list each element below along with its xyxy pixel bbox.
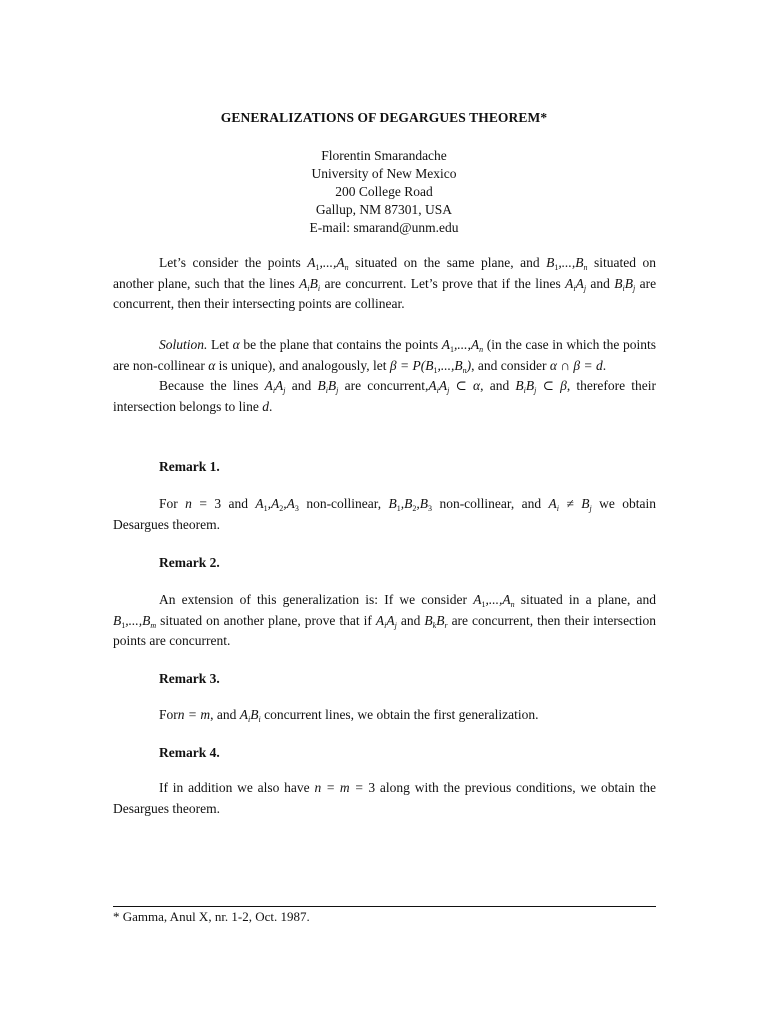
remark-3-heading: Remark 3. [159,671,220,686]
intro-paragraph: Let’s consider the points $A_1,...,A_n$ situated on the same plane, and $B_1,...,B_n$ situated on another plane, such that the lines $A_iB_i$ are concurrent. Let’s prove that if the lines $A_iA_j$ and $B_iB_j$ are concurrent, then their intersecting points are collinear. [113,255,657,311]
remark-2-paragraph: An extension of this generalization is: If we consider $A_1,...,A_n$ situated in a plane, and $B_1,...,B_m$ situated on another plane, prove that if $A_iA_j$ and $B_kB_r$ are concurrent, then their intersection points are concurrent. [113,592,657,648]
remark-3-body [113,705,656,726]
remark-1-paragraph: For n = 3 and $A_1,A_2,A_3$ non-collinear, $B_1,B_2,B_3$ non-collinear, and $A_i \ne B_j$ we obtain Desargues theorem. [113,496,657,532]
solution-paragraph-1: Solution. Let α be the plane that contains the points $A_1,...,A_n$ (in the case in which the points are non-collinear α is unique), and analogously, let $\beta = P(B_1,...,B_n)$, and consider α ∩ β = d. [113,337,657,375]
paper-title: GENERALIZATIONS OF DEGARGUES THEOREM* [220,110,548,125]
remark-1-section [113,457,656,478]
remark-2-body [113,590,656,652]
author-email: E-mail: smarand@unm.edu [309,220,459,235]
remark-4-body [113,778,656,819]
remark-2-section [113,553,656,574]
remark-3-section [113,669,656,690]
intro-section [113,253,656,315]
remark-1-body [113,494,656,535]
author-name: Florentin Smarandache [321,148,447,163]
footnote: * Gamma, Anul X, nr. 1-2, Oct. 1987. [113,909,310,924]
remark-1-heading: Remark 1. [159,459,220,474]
author-affiliation: University of New Mexico [311,166,457,181]
author-address-line1: 200 College Road [335,184,433,199]
remark-4-paragraph: If in addition we also have n = m = 3 along with the previous conditions, we obtain the Desargues theorem. [113,780,657,816]
remark-4-heading: Remark 4. [159,745,220,760]
remark-2-heading: Remark 2. [159,555,220,570]
remark-4-section [113,743,656,764]
solution-label: Solution. [159,337,208,352]
footnote-divider [113,906,656,907]
solution-paragraph-2: Because the lines $A_iA_j$ and $B_iB_j$ are $concurrent,A_iA_j$ ⊂ α, and $B_iB_j$ ⊂ β, therefore their intersection belongs to line d. [113,378,657,414]
remark-3-paragraph: Forn = m, and $A_iB_i$ concurrent lines, we obtain the first generalization. [159,707,539,724]
solution-section [113,335,656,417]
author-block [0,147,768,237]
author-address-line2: Gallup, NM 87301, USA [315,202,453,217]
